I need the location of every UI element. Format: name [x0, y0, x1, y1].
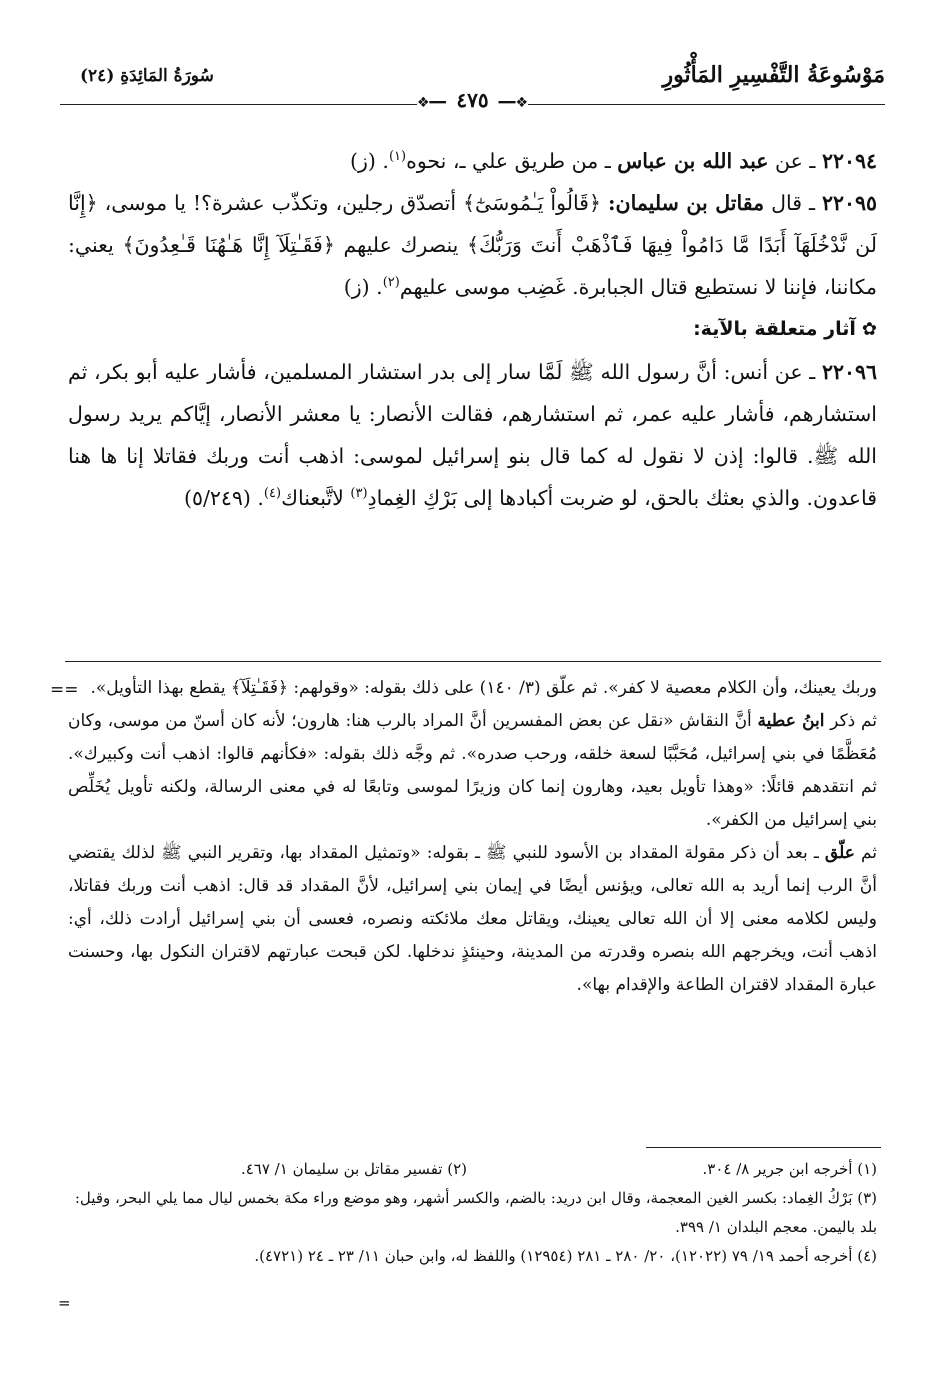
continuation-mark: ==	[50, 680, 79, 700]
footnote-1: (١) أخرجه ابن جرير ٨/ ٣٠٤.	[702, 1160, 877, 1178]
text: ـ عن	[768, 149, 822, 173]
flower-icon: ✿	[861, 319, 877, 340]
footnote-ref[interactable]: (٢)	[382, 275, 400, 291]
text: لاتَّبعناك	[281, 486, 351, 510]
ornament-icon: ━━❖	[416, 95, 447, 111]
footnote-4: (٤) أخرجه أحمد ١٩/ ٧٩ (١٢٠٢٢)، ٢٠/ ٢٨٠ ـ ٢٨١ (١٢٩٥٤) واللفظ له، وابن حبان ١١/ ٢٣ ـ ٢٤ (٤٧٢١).	[254, 1247, 877, 1265]
text: ﴿قَالُواْ يَـٰمُوسَىٰٓ﴾ أتصدّق رجلين، وتكذّب عشرة؟! يا موسى، ﴿إِنَّا لَن نَّدْخُلَهَآ أَبَدًا مَّا دَامُواْ فِيهَا فَٱذْهَبْ أَنتَ وَرَبُّكَ﴾ ينصرك عليهم ﴿فَقَـٰتِلَآ إِنَّا هَـٰهُنَا قَـٰعِدُونَ﴾ يعني: مكاننا، فإننا لا نستطيع قتال الجبابرة. غَضِب موسى عليهم	[68, 191, 877, 299]
footnote-ref[interactable]: (٣)	[350, 486, 368, 502]
footnotes	[68, 1155, 877, 1271]
text: أنَّ النقاش «نقل عن بعض المفسرين أنَّ المراد بالرب هنا: هارون؛ لأنه كان أسنّ من موسى، وكان مُعَظَّمًا في بني إسرائيل، مُحَبَّبًا لسعة خلقه، ورحب صدره». ثم وجَّه ذلك بقوله: «فكأنهم قالوا: اذهب أنت وكبيرك». ثم انتقدهم قائلًا: «وهذا تأويل بعيد، وهارون إنما كان وزيرًا لموسى وتابعًا له في معنى الرسالة، ولكنه تأويل يُخَلِّص بني إسرائيل من الكفر».	[68, 711, 877, 830]
ornament-icon: ❖━━	[498, 95, 529, 111]
section-heading	[68, 308, 877, 351]
footnote-3: (٣) بَرْكُ الغِماد: بكسر الغين المعجمة، وقال ابن دريد: بالضم، والكسر أشهر، وهو موضع وراء مكة بخمس ليال مما يلي البحر، وقيل: بلد باليمن. معجم البلدان ١/ ٣٩٩.	[74, 1189, 877, 1236]
athar-number: ٢٢٠٩٥	[821, 191, 877, 215]
narrator-name: عبد الله بن عباس	[617, 149, 769, 173]
commentary-notes	[68, 672, 877, 1002]
notes-divider	[65, 661, 881, 662]
footnotes-divider	[646, 1147, 881, 1148]
athar-number: ٢٢٠٩٦	[821, 360, 877, 384]
text: . (ز)	[343, 275, 383, 299]
page-number-block	[0, 88, 945, 112]
scholar-action: علّق	[824, 843, 855, 863]
narrator-name: مقاتل بن سليمان:	[607, 191, 765, 215]
scholar-name: ابنُ عطية	[757, 711, 825, 731]
text: ـ عن أنس: أنَّ رسول الله ﷺ لَمَّا سار إلى بدر استشار المسلمين، فأشار عليه أبو بكر، ثم استشارهم، فأشار عليه عمر، ثم استشارهم، فقالت الأنصار: يا معشر الأنصار، إيَّاكم يريد رسول الله ﷺ. قالوا: إذن لا نقول له كما قال بنو إسرائيل لموسى: اذهب أنت وربك فقاتلا إنا ها هنا قاعدون. والذي بعثك بالحق، لو ضربت أكبادها إلى بَرْكِ الغِمادِ	[68, 360, 877, 510]
page-number: ٤٧٥	[446, 88, 498, 112]
text: ـ قال	[764, 191, 822, 215]
paragraph-22094	[68, 140, 877, 182]
text: . (ز)	[350, 149, 389, 173]
note-1: وربك يعينك، وأن الكلام معصية لا كفر». ثم علّق (٣/ ١٤٠) على ذلك بقوله: «وقولهم: ﴿فَقَـٰتِلَآ﴾ يقطع بهذا التأويل».	[90, 678, 877, 698]
paragraph-22096	[68, 351, 877, 519]
text: ثم ذكر	[824, 711, 877, 731]
footnote-row	[68, 1155, 877, 1184]
main-text	[68, 140, 877, 519]
surah-title: سُورَةُ المَائِدَةِ (٢٤)	[80, 66, 214, 86]
footnote-ref[interactable]: (١)	[388, 149, 407, 165]
note-3	[68, 837, 877, 1002]
athar-number: ٢٢٠٩٤	[821, 149, 877, 173]
text: ـ بعد أن ذكر مقولة المقداد بن الأسود للنبي ﷺ ـ بقوله: «وتمثيل المقداد بها، وتقرير النبي ﷺ لذلك يقتضي أنَّ الرب إنما أريد به الله تعالى، ويؤنس أيضًا في إيمان بني إسرائيل، لأنَّ المقداد قد قال: اذهب أنت وربك فقاتلا، وليس لكلامه معنى إلا أن الله تعالى يعينك، ويقاتل معك ملائكته ونصره، فعسى أن بني إسرائيل أرادت ذلك، أي: اذهب أنت، ويخرجهم الله بنصره وقدرته من المدينة، وحينئذٍ ندخلها. لكن قبحت عبارتهم لاقتران النكول بها، وحسنت عبارة المقداد لاقتران الطاعة والإقدام بها».	[68, 843, 877, 995]
note-2	[68, 705, 877, 837]
footnote-2: (٢) تفسير مقاتل بن سليمان ١/ ٤٦٧.	[240, 1160, 467, 1178]
footnote-ref[interactable]: (٤)	[263, 486, 282, 502]
paragraph-22095	[68, 182, 877, 308]
text: ـ من طريق علي ـ، نحوه	[406, 149, 618, 173]
text: . (٥/٢٤٩)	[183, 486, 264, 510]
text: ثم	[854, 843, 877, 863]
section-title: آثار متعلقة بالآية:	[693, 318, 856, 340]
continuation-mark: =	[58, 1294, 71, 1312]
book-title: مَوْسُوعَةُ التَّفْسِيرِ المَأْثُورِ	[662, 62, 885, 88]
